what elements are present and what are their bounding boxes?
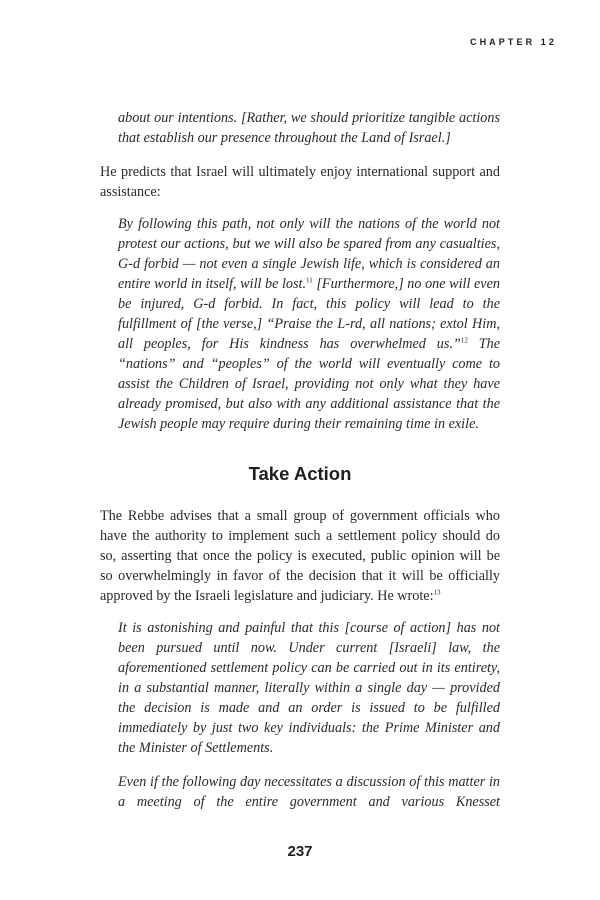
- block-quote-astonishing: [118, 618, 500, 758]
- footnote-ref-11[interactable]: 11: [306, 276, 313, 285]
- block-quote-continued: [118, 108, 500, 148]
- paragraph-text: He predicts that Israel will ultimately enjoy international support and assistance:: [100, 164, 500, 200]
- page-body: [100, 108, 500, 826]
- footnote-ref-13[interactable]: 13: [433, 588, 441, 597]
- footnote-ref-12[interactable]: 12: [460, 336, 468, 345]
- quote-text: It is astonishing and painful that this [course of action] has not been pursued until now. Under current [Israeli] law, the aforementioned settlement policy can be carried out in its entirety, in a substantial manner, literally within a single day — provided the decision is made and an order is issued to be fulfilled immediately by just two key individuals: the Prime Minister and the Minister of Settlements.: [118, 620, 500, 756]
- quote-text: about our intentions. [Rather, we should prioritize tangible actions that establish our presence throughout the Land of Israel.]: [118, 110, 500, 146]
- paragraph-text: The Rebbe advises that a small group of government officials who have the authority to implement such a settlement policy should do so, asserting that once the policy is executed, public opinion will be so overwhelmingly in favor of the decision that it will be officially approved by the Israeli legislature and judiciary. He wrote:: [100, 508, 500, 604]
- quote-text-part-2: [Furthermore,] no one will even be injured, G-d forbid. In fact, this policy will lead to the fulfillment of [the verse,] “Praise the L-rd, all nations; extol Him, all peoples, for His kindness has overwhelmed us.”: [118, 276, 500, 352]
- block-quote-following-day: [118, 772, 500, 812]
- page-number: 237: [287, 843, 313, 860]
- running-head: CHAPTER 12: [469, 37, 557, 47]
- block-quote-nations: [118, 214, 500, 434]
- quote-text: Even if the following day necessitates a discussion of this matter in a meeting of the entire government and various Knesset: [118, 774, 500, 810]
- quote-text-part-3: The “nations” and “peoples” of the world will eventually come to assist the Children of Israel, providing not only what they have already promised, but also with any additional assistance that the Jewish people may require during their remaining time in exile.: [118, 336, 501, 432]
- body-paragraph-predicts: [100, 162, 500, 202]
- section-heading: Take Action: [248, 463, 352, 484]
- body-paragraph-advises: [100, 506, 500, 606]
- quote-text-part-1: By following this path, not only will the nations of the world not protest our actions, but we will also be spared from any casualties, G-d forbid — not even a single Jewish life, which is considered an entire world in itself, will be lost.: [118, 216, 500, 292]
